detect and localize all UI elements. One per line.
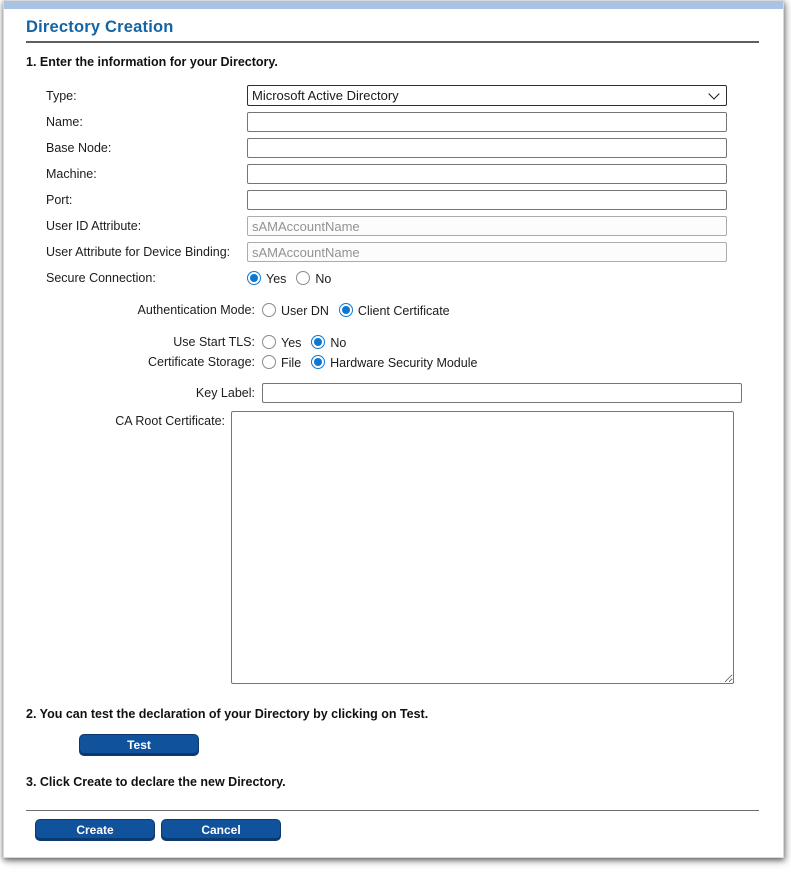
radio-option-label: Client Certificate [357,304,450,318]
radio-checked-icon[interactable] [339,303,353,317]
use-start-tls-option-no[interactable] [311,335,346,349]
create-button[interactable]: Create [35,819,155,841]
user-attribute-device-binding-row [26,242,759,262]
secure-connection-radio-group [247,271,341,285]
certificate-storage-option-file[interactable] [262,355,301,369]
port-input[interactable] [247,190,727,210]
name-row [26,112,759,132]
user-attribute-device-binding-label: User Attribute for Device Binding: [46,245,231,259]
machine-input[interactable] [247,164,727,184]
authentication-mode-label: Authentication Mode: [137,303,255,317]
page-title: Directory Creation [26,18,174,36]
user-attribute-device-binding-input [247,242,727,262]
secure-connection-row [26,271,759,285]
step2-heading: 2. You can test the declaration of your Directory by clicking on Test. [26,707,429,721]
step3-heading: 3. Click Create to declare the new Directory. [26,775,286,789]
radio-option-label: File [281,356,302,370]
base-node-input[interactable] [247,138,727,158]
radio-option-label: User DN [281,304,329,318]
radio-unchecked-icon[interactable] [262,355,276,369]
title-divider [26,41,759,43]
secure-connection-option-yes[interactable] [247,271,286,285]
use-start-tls-label: Use Start TLS: [173,335,255,349]
radio-checked-icon[interactable] [311,335,325,349]
key-label-label: Key Label: [195,386,255,400]
base-node-label: Base Node: [46,141,112,155]
radio-option-label: Yes [281,336,302,350]
user-id-attribute-input [247,216,727,236]
certificate-storage-radio-group [262,355,487,369]
user-id-attribute-row [26,216,759,236]
top-accent-bar [4,1,783,9]
certificate-storage-row [26,355,759,369]
radio-option-label: No [315,272,332,286]
ca-root-certificate-row [26,411,759,684]
name-input[interactable] [247,112,727,132]
use-start-tls-row [26,335,759,349]
port-label: Port: [46,193,73,207]
type-row [26,85,759,106]
user-id-attribute-label: User ID Attribute: [46,219,142,233]
port-row [26,190,759,210]
radio-option-label: Hardware Security Module [330,356,478,370]
key-label-row [26,383,759,403]
secure-connection-label: Secure Connection: [46,271,156,285]
radio-unchecked-icon[interactable] [262,335,276,349]
machine-label: Machine: [46,167,97,181]
action-button-row [35,819,759,841]
bottom-divider [26,810,759,811]
directory-creation-page [3,0,784,858]
test-button[interactable]: Test [79,734,199,756]
authentication-mode-option-client-certificate[interactable] [339,303,450,317]
cancel-button[interactable]: Cancel [161,819,281,841]
machine-row [26,164,759,184]
directory-form [26,85,759,684]
secure-connection-option-no[interactable] [296,271,331,285]
radio-option-label: No [330,336,347,350]
step1-heading: 1. Enter the information for your Directory. [26,55,278,69]
ca-root-certificate-textarea[interactable] [231,411,734,684]
use-start-tls-radio-group [262,335,356,349]
base-node-row [26,138,759,158]
type-label: Type: [46,88,77,103]
use-start-tls-option-yes[interactable] [262,335,301,349]
radio-checked-icon[interactable] [311,355,325,369]
certificate-storage-option-hardware-security-module[interactable] [311,355,477,369]
authentication-mode-option-user-dn[interactable] [262,303,329,317]
radio-checked-icon[interactable] [247,271,261,285]
type-select-wrap [247,85,727,106]
authentication-mode-radio-group [262,303,460,317]
authentication-mode-row [26,303,759,317]
radio-unchecked-icon[interactable] [262,303,276,317]
certificate-storage-label: Certificate Storage: [148,355,255,369]
radio-unchecked-icon[interactable] [296,271,310,285]
name-label: Name: [46,115,83,129]
radio-option-label: Yes [266,272,287,286]
ca-root-certificate-label: CA Root Certificate: [115,414,225,428]
type-select[interactable] [247,85,727,106]
key-label-input[interactable] [262,383,742,403]
